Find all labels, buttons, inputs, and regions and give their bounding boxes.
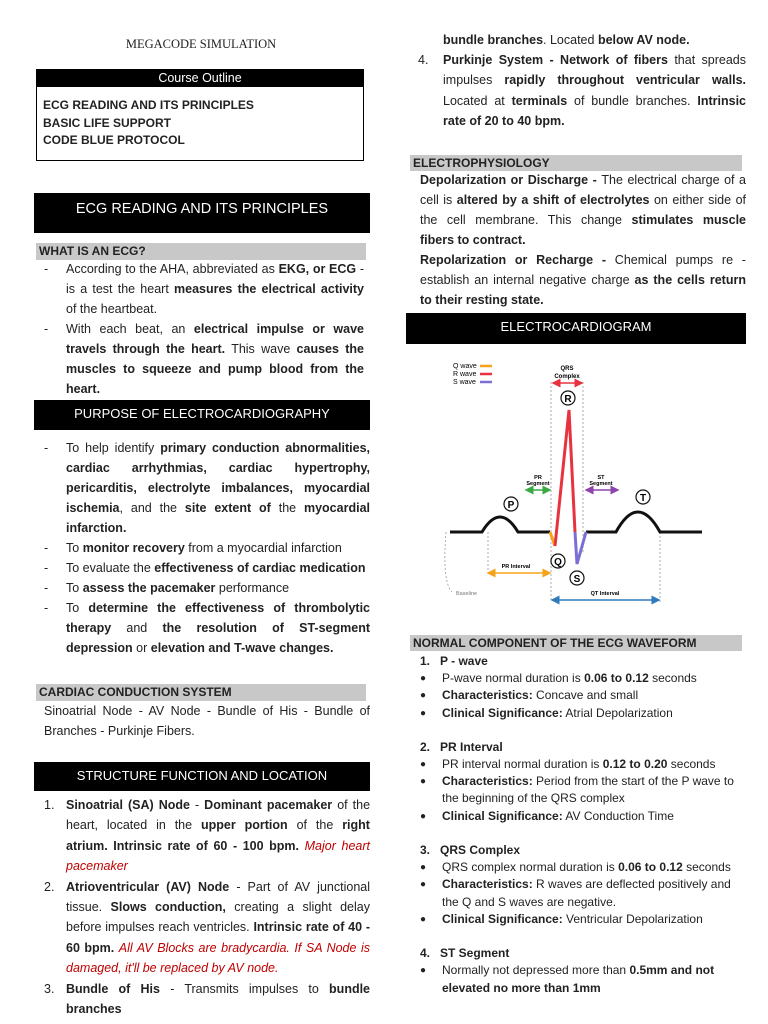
qt-interval-label: QT Interval [590, 591, 620, 597]
p-wave-marker [504, 497, 518, 511]
list-item: ● Clinical Significance: Ventricular Depolarization [410, 911, 746, 928]
diagram-legend [453, 363, 492, 386]
outline-item: CODE BLUE PROTOCOL [43, 133, 185, 147]
p-wave-heading: 1. P - wave [420, 654, 488, 668]
list-item: 3. Bundle of His - Transmits impulses to bundle branches [44, 981, 371, 1017]
st-segment-label-2: Segment [589, 481, 613, 487]
depolarization-paragraph: Depolarization or Discharge - The electrical charge of a cell is altered by a shift of electrolytes on either side of the cell membrane. This change stimulates muscle fibers to contract. [420, 173, 747, 247]
pr-segment-label: PR [534, 475, 542, 481]
repolarization-paragraph: Repolarization or Recharge - Chemical pumps re - establish an internal negative charge as the cells return to their resting state. [420, 253, 746, 307]
q-wave-marker [551, 554, 565, 568]
list-item: - According to the AHA, abbreviated as EKG, or ECG - is a test the heart measures the electrical activity of the heartbeat. [36, 259, 364, 319]
list-item: - To evaluate the effectiveness of cardiac medication [36, 558, 370, 578]
list-item: ● QRS complex normal duration is 0.06 to 0.12 seconds [410, 859, 746, 876]
normal-component-heading: NORMAL COMPONENT OF THE ECG WAVEFORM [410, 635, 742, 651]
electrophysiology-heading: ELECTROPHYSIOLOGY [410, 155, 742, 171]
electrophysiology-text [420, 170, 746, 310]
structure-list [36, 795, 370, 1019]
r-wave-marker [561, 391, 575, 405]
structure-banner: STRUCTURE FUNCTION AND LOCATION [34, 762, 370, 791]
legend-s: S wave [453, 379, 476, 386]
st-segment-heading: 4. ST Segment [420, 946, 510, 961]
purpose-list [36, 438, 370, 658]
structure-list-continued [410, 30, 746, 132]
course-outline-list [36, 87, 364, 161]
list-item: ● Characteristics: R waves are deflected positively and the Q and S waves are negative. [410, 876, 746, 911]
outline-item: BASIC LIFE SUPPORT [43, 115, 172, 130]
t-wave-marker [636, 490, 650, 504]
ecg-principles-banner: ECG READING AND ITS PRINCIPLES [34, 193, 370, 233]
outline-item: ECG READING AND ITS PRINCIPLES [43, 98, 254, 112]
list-item: ● Characteristics: Period from the start of the P wave to the beginning of the QRS complex [410, 773, 746, 808]
conduction-heading: CARDIAC CONDUCTION SYSTEM [36, 684, 366, 701]
list-item: ● PR interval normal duration is 0.12 to 0.20 seconds [410, 756, 746, 773]
pr-interval-label: PR Interval [501, 564, 531, 570]
qrs-label: QRS [560, 366, 574, 372]
list-item: ● Clinical Significance: Atrial Depolarization [410, 705, 746, 722]
list-item: 1. Sinoatrial (SA) Node - Dominant pacemaker of the heart, located in the upper portion of the right atrium. Intrinsic rate of 60 - 100 bpm. Major heart pacemaker [44, 798, 371, 874]
r-letter: R [564, 394, 572, 405]
list-item: ● Clinical Significance: AV Conduction Time [410, 808, 746, 825]
list-item: ● P-wave normal duration is 0.06 to 0.12 seconds [410, 670, 746, 687]
list-item: - To help identify primary conduction abnormalities, cardiac arrhythmias, cardiac hypertrophy, pericarditis, electrolyte imbalances, myocardial ischemia, and the site extent of the myocardial infarction. [36, 438, 370, 538]
qrs-label-2: Complex [554, 374, 580, 380]
list-item: - With each beat, an electrical impulse or wave travels through the heart. This wave causes the muscles to squeeze and pump blood from the heart. [36, 319, 364, 399]
pr-segment-label-2: Segment [526, 481, 550, 487]
conduction-text: Sinoatrial Node - AV Node - Bundle of His - Bundle of Branches - Purkinje Fibers. [44, 704, 370, 738]
q-letter: Q [554, 557, 562, 568]
course-outline-box [36, 69, 364, 161]
baseline-label: Baseline [456, 591, 478, 597]
list-item: - To determine the effectiveness of thrombolytic therapy and the resolution of ST-segment depression or elevation and T-wave changes. [36, 598, 370, 658]
list-item: ● Characteristics: Concave and small [410, 687, 746, 704]
purpose-banner: PURPOSE OF ELECTROCARDIOGRAPHY [34, 400, 370, 430]
st-segment-label: ST [597, 475, 605, 481]
normal-component-list [410, 653, 746, 997]
s-wave-marker [570, 571, 584, 585]
course-outline-header: Course Outline [36, 69, 364, 87]
legend-r: R wave [453, 371, 477, 378]
s-letter: S [573, 574, 581, 585]
list-item: - To assess the pacemaker performance [36, 578, 370, 598]
what-is-ecg-list [36, 259, 364, 399]
list-item: 4. Purkinje System - Network of fibers that spreads impulses rapidly throughout ventricular walls. Located at terminals of bundle branches. Intrinsic rate of 20 to 40 bpm. [418, 53, 747, 129]
document-title: MEGACODE SIMULATION [125, 37, 277, 51]
pr-interval-heading: 2. PR Interval [420, 739, 503, 754]
list-item: - To monitor recovery from a myocardial infarction [36, 538, 370, 558]
electrocardiogram-banner: ELECTROCARDIOGRAM [406, 313, 746, 344]
qrs-complex-heading: 3. QRS Complex [420, 843, 521, 858]
list-item: 2. Atrioventricular (AV) Node - Part of AV junctional tissue. Slows conduction, creating a slight delay before impulses reach ventricles. Intrinsic rate of 40 - 60 bpm. All AV Blocks are bradycardia. If SA Node is damaged, it'll be replaced by AV node. [44, 879, 371, 976]
legend-q: Q wave [453, 363, 477, 370]
list-item-continuation: bundle branches. Located below AV node. [443, 33, 690, 47]
p-letter: P [507, 500, 515, 511]
list-item: ● Normally not depressed more than 0.5mm and not elevated no more than 1mm [410, 962, 746, 997]
t-letter: T [639, 493, 647, 504]
ecg-waveform-diagram [420, 352, 720, 612]
what-is-ecg-heading: WHAT IS AN ECG? [36, 243, 366, 260]
